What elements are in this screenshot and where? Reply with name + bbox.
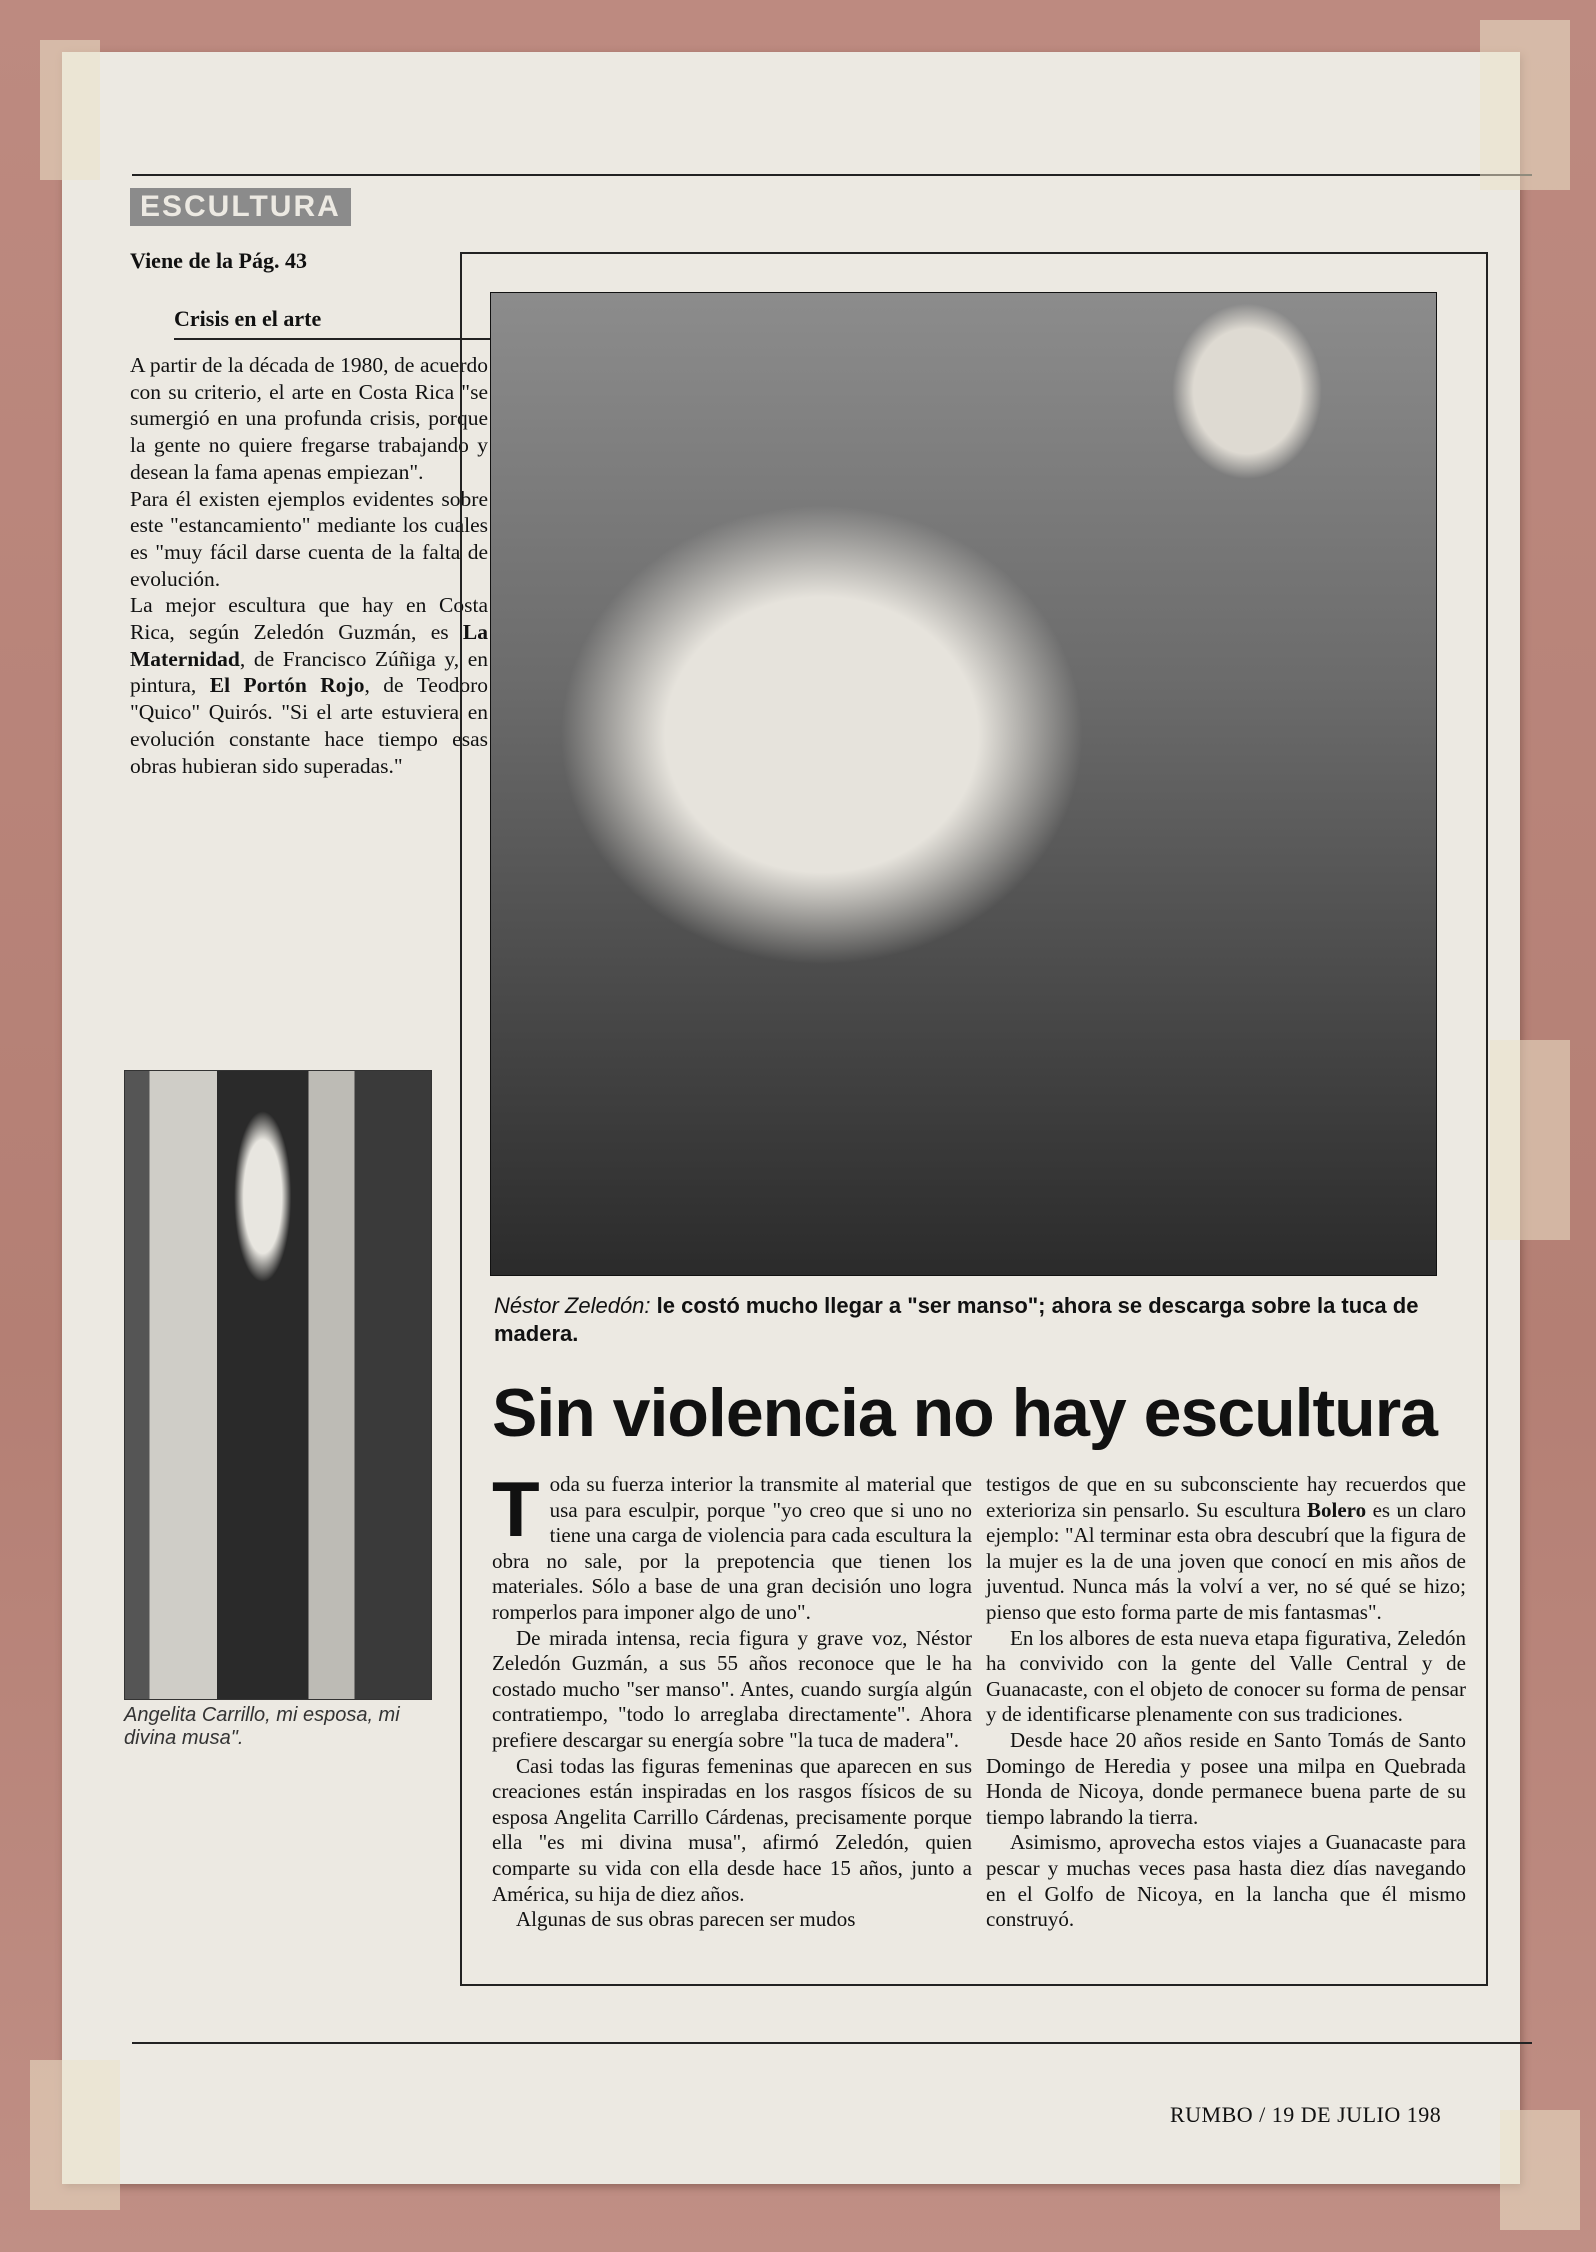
left-paragraph-1: A partir de la década de 1980, de acuerdo con su criterio, el arte en Costa Rica "se sumergió en una profunda crisis, porque la gente no quiere fregarse trabajando y desean la fama apenas empiezan".	[130, 353, 488, 484]
tape-strip	[30, 2060, 120, 2210]
article-column-1	[492, 1465, 972, 1933]
newspaper-clipping	[62, 52, 1520, 2184]
subhead: Crisis en el arte	[174, 306, 322, 331]
couple-photo	[124, 1070, 432, 1700]
article-paragraph: Asimismo, aprovecha estos viajes a Guanacaste para pescar y muchas veces pasa hasta diez días navegando en el Golfo de Nicoya, en la lancha que él mismo construyó.	[986, 1830, 1466, 1932]
sculptor-photo-caption: Néstor Zeledón: le costó mucho llegar a "ser manso"; ahora se descarga sobre la tuca de madera.	[494, 1293, 1419, 1346]
subhead-rule	[174, 338, 490, 340]
top-rule	[132, 174, 1532, 176]
article-paragraph: testigos de que en su subconsciente hay recuerdos que exterioriza sin pensarlo. Su escultura Bolero es un claro ejemplo: "Al terminar esta obra descubrí que la figura de la mujer es la de una joven que conocí en mis años de juventud. Nunca más la volví a ver, no sé qué se hizo; pienso que esto forma parte de mis fantasmas".	[986, 1472, 1466, 1624]
article-paragraph: De mirada intensa, recia figura y grave voz, Néstor Zeledón Guzmán, a sus 55 años reconoce que le ha costado mucho "ser manso". Antes, cuando surgía algún contratiempo, "todo lo arreglaba directamente". Ahora prefiere descargar su energía sobre "la tuca de madera".	[492, 1625, 972, 1752]
sculptor-photo	[490, 292, 1437, 1276]
tape-strip	[1480, 20, 1570, 190]
headline: Sin violencia no hay escultura	[492, 1375, 1437, 1451]
left-paragraph-2: Para él existen ejemplos evidentes sobre este "estancamiento" mediante los cuales es "muy fácil darse cuenta de la falta de evolución.	[130, 486, 488, 591]
article-paragraph: Toda su fuerza interior la transmite al material que usa para esculpir, porque "yo creo que si uno no tiene una carga de violencia para cada escultura la obra no sale, por la prepotencia que tienen los materiales. Sólo a base de una gran decisión uno logra romperlos para imponer algo de uno".	[492, 1465, 972, 1624]
section-tag: ESCULTURA	[130, 188, 351, 226]
article-paragraph: En los albores de esta nueva etapa figurativa, Zeledón ha convivido con la gente del Valle Central y de Guanacaste, con el objeto de conocer su forma de pensar y de identificarse plenamente con sus tradiciones.	[986, 1625, 1466, 1727]
article-column-2	[986, 1472, 1466, 1933]
left-column-text	[130, 352, 488, 779]
work-title: Bolero	[1307, 1497, 1367, 1522]
drop-cap: T	[492, 1465, 540, 1553]
continued-from: Viene de la Pág. 43	[130, 248, 307, 273]
left-paragraph-3: La mejor escultura que hay en Costa Rica, según Zeledón Guzmán, es La Maternidad, de Francisco Zúñiga y, en pintura, El Portón Rojo, de Teodoro "Quico" Quirós. "Si el arte estuviera en evolución constante hace tiempo esas obras hubieran sido superadas."	[130, 593, 488, 778]
article-paragraph: Algunas de sus obras parecen ser mudos	[516, 1907, 856, 1932]
tape-strip	[1500, 2110, 1580, 2230]
work-title: El Portón Rojo	[209, 673, 365, 698]
tape-strip	[40, 40, 100, 180]
work-title: La Maternidad	[130, 620, 488, 671]
couple-photo-caption: Angelita Carrillo, mi esposa, mi divina musa".	[124, 1704, 400, 1749]
tape-strip	[1490, 1040, 1570, 1240]
page-footer: RUMBO / 19 DE JULIO 198	[1170, 2102, 1442, 2127]
article-paragraph: Casi todas las figuras femeninas que aparecen en sus creaciones están inspiradas en los rasgos físicos de su esposa Angelita Carrillo Cárdenas, precisamente porque ella "es mi divina musa", afirmó Zeledón, quien comparte su vida con ella desde hace 15 años, junto a América, su hija de diez años.	[492, 1753, 972, 1906]
bottom-rule	[132, 2042, 1532, 2044]
article-paragraph: Desde hace 20 años reside en Santo Tomás de Santo Domingo de Heredia y posee una milpa en Quebrada Honda de Nicoya, donde permanece buena parte de su tiempo labrando la tierra.	[986, 1727, 1466, 1829]
